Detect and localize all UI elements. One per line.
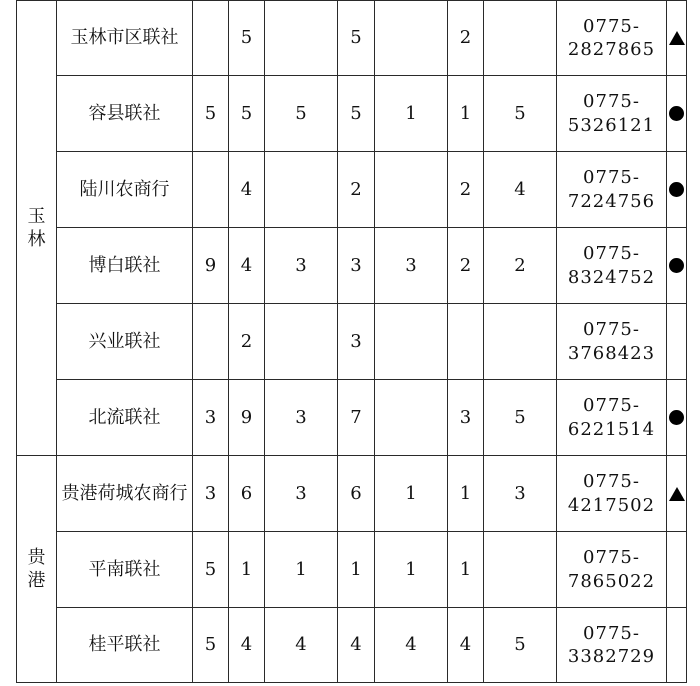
- count-cell: 3: [193, 456, 229, 532]
- branch-name: 北流联社: [57, 380, 193, 456]
- count-cell: 4: [229, 228, 265, 304]
- table-row: [17, 532, 687, 608]
- count-cell: 3: [265, 456, 338, 532]
- phone-cell: [557, 532, 667, 608]
- phone-number: 5326121: [567, 114, 656, 136]
- table-row: [17, 304, 687, 380]
- count-cell: [265, 152, 338, 228]
- count-cell: [375, 1, 448, 76]
- phone-cell: [557, 608, 667, 683]
- count-cell: 9: [229, 380, 265, 456]
- table-row: [17, 152, 687, 228]
- filled-circle-icon: [669, 410, 684, 425]
- phone-prefix: 0775-: [583, 91, 640, 113]
- phone-number: 3382729: [567, 646, 656, 667]
- mark-cell: [667, 76, 687, 152]
- phone-cell: [557, 380, 667, 456]
- count-cell: 4: [448, 608, 484, 683]
- count-cell: [484, 1, 557, 76]
- region-cell-guigang: [17, 456, 57, 683]
- table-row: [17, 76, 687, 152]
- phone-prefix: 0775-: [583, 319, 640, 341]
- branch-name: 玉林市区联社: [57, 1, 193, 76]
- count-cell: 3: [375, 228, 448, 304]
- table-row: [17, 228, 687, 304]
- phone-number: 3768423: [567, 342, 656, 364]
- region-char: 玉: [27, 205, 46, 227]
- mark-cell: [667, 1, 687, 76]
- count-cell: 6: [338, 456, 375, 532]
- branch-name: 贵港荷城农商行: [57, 456, 193, 532]
- mark-cell: [667, 532, 687, 608]
- count-cell: 3: [484, 456, 557, 532]
- count-cell: 4: [375, 608, 448, 683]
- phone-cell: [557, 304, 667, 380]
- phone-cell: [557, 228, 667, 304]
- count-cell: 1: [375, 76, 448, 152]
- phone-prefix: 0775-: [583, 15, 640, 37]
- phone-prefix: 0775-: [583, 622, 640, 644]
- count-cell: 5: [265, 76, 338, 152]
- count-cell: 3: [338, 304, 375, 380]
- mark-cell: [667, 152, 687, 228]
- count-cell: [375, 152, 448, 228]
- count-cell: [193, 152, 229, 228]
- count-cell: 1: [375, 532, 448, 608]
- count-cell: 6: [229, 456, 265, 532]
- region-char: 贵: [27, 546, 46, 568]
- count-cell: 5: [484, 608, 557, 683]
- filled-triangle-icon: [669, 31, 685, 45]
- count-cell: 1: [338, 532, 375, 608]
- region-char: 林: [27, 229, 46, 250]
- filled-triangle-icon: [669, 487, 685, 501]
- count-cell: 2: [448, 1, 484, 76]
- mark-cell: [667, 228, 687, 304]
- branch-name: 容县联社: [57, 76, 193, 152]
- branch-name: 桂平联社: [57, 608, 193, 683]
- phone-prefix: 0775-: [583, 243, 640, 265]
- mark-cell: [667, 304, 687, 380]
- count-cell: 5: [193, 532, 229, 608]
- count-cell: 5: [484, 380, 557, 456]
- phone-number: 7865022: [567, 570, 656, 592]
- count-cell: 1: [448, 76, 484, 152]
- branch-name: 博白联社: [57, 228, 193, 304]
- count-cell: [193, 1, 229, 76]
- phone-number: 7224756: [567, 190, 656, 212]
- filled-circle-icon: [669, 258, 684, 273]
- count-cell: 5: [338, 1, 375, 76]
- branch-name: 兴业联社: [57, 304, 193, 380]
- phone-cell: [557, 456, 667, 532]
- count-cell: 3: [338, 228, 375, 304]
- phone-prefix: 0775-: [583, 395, 640, 417]
- count-cell: 4: [229, 152, 265, 228]
- count-cell: 3: [448, 380, 484, 456]
- count-cell: 3: [193, 380, 229, 456]
- count-cell: [448, 304, 484, 380]
- region-char: 港: [27, 570, 46, 591]
- count-cell: [375, 304, 448, 380]
- table-row: [17, 1, 687, 76]
- phone-prefix: 0775-: [583, 167, 640, 189]
- table-row: [17, 456, 687, 532]
- phone-number: 8324752: [567, 266, 656, 288]
- count-cell: 3: [265, 380, 338, 456]
- filled-circle-icon: [669, 182, 684, 197]
- count-cell: 5: [484, 76, 557, 152]
- count-cell: [484, 532, 557, 608]
- count-cell: 7: [338, 380, 375, 456]
- count-cell: 1: [448, 532, 484, 608]
- count-cell: 2: [484, 228, 557, 304]
- count-cell: 4: [338, 608, 375, 683]
- count-cell: 4: [484, 152, 557, 228]
- count-cell: 2: [229, 304, 265, 380]
- count-cell: 1: [375, 456, 448, 532]
- phone-prefix: 0775-: [583, 471, 640, 493]
- count-cell: 2: [338, 152, 375, 228]
- count-cell: 5: [193, 76, 229, 152]
- count-cell: [375, 380, 448, 456]
- count-cell: 3: [265, 228, 338, 304]
- table-row: [17, 380, 687, 456]
- count-cell: [265, 304, 338, 380]
- count-cell: 5: [193, 608, 229, 683]
- phone-number: 4217502: [567, 494, 656, 516]
- count-cell: 2: [448, 152, 484, 228]
- count-cell: 4: [265, 608, 338, 683]
- count-cell: 1: [229, 532, 265, 608]
- filled-circle-icon: [669, 106, 684, 121]
- branch-name: 平南联社: [57, 532, 193, 608]
- count-cell: 5: [229, 1, 265, 76]
- region-cell-yulin: [17, 1, 57, 456]
- phone-number: 6221514: [567, 418, 656, 440]
- count-cell: [484, 304, 557, 380]
- count-cell: 1: [265, 532, 338, 608]
- count-cell: 5: [229, 76, 265, 152]
- phone-cell: [557, 1, 667, 76]
- count-cell: 2: [448, 228, 484, 304]
- mark-cell: [667, 608, 687, 683]
- count-cell: 9: [193, 228, 229, 304]
- count-cell: 1: [448, 456, 484, 532]
- phone-cell: [557, 76, 667, 152]
- mark-cell: [667, 456, 687, 532]
- recruitment-table: [16, 0, 687, 683]
- count-cell: 4: [229, 608, 265, 683]
- count-cell: [193, 304, 229, 380]
- phone-number: 2827865: [567, 39, 656, 60]
- table-row: [17, 608, 687, 683]
- phone-cell: [557, 152, 667, 228]
- phone-prefix: 0775-: [583, 547, 640, 569]
- branch-name: 陆川农商行: [57, 152, 193, 228]
- count-cell: [265, 1, 338, 76]
- count-cell: 5: [338, 76, 375, 152]
- mark-cell: [667, 380, 687, 456]
